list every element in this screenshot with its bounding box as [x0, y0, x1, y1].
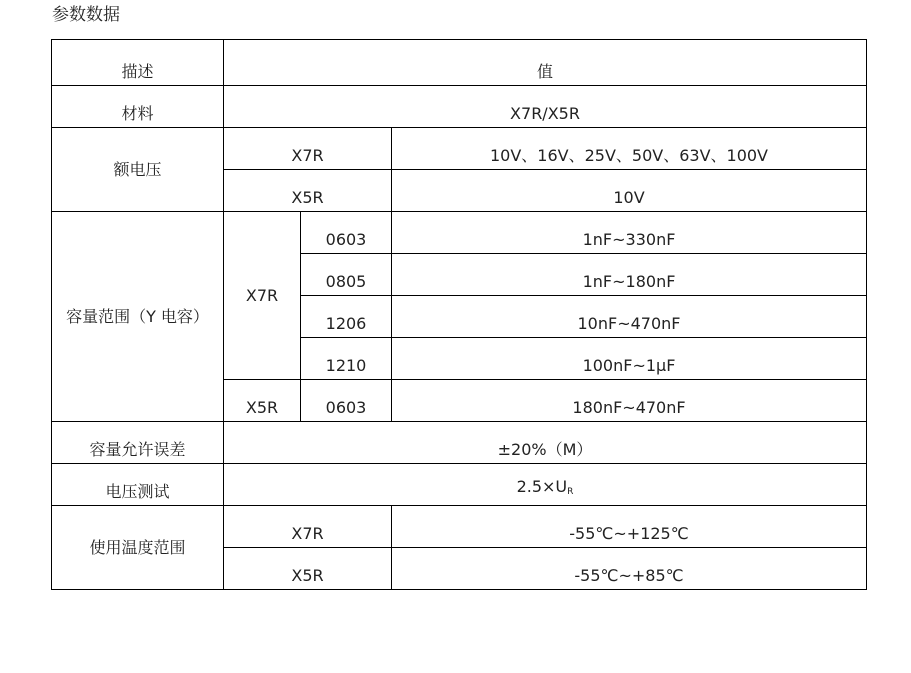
tolerance-value: ±20%（M） [224, 422, 867, 464]
rated-voltage-row [52, 128, 867, 170]
rated-voltage-label: 额电压 [52, 128, 224, 212]
temperature-value: -55℃~+125℃ [392, 506, 867, 548]
parameter-table [51, 39, 867, 590]
tolerance-label: 容量允许误差 [52, 422, 224, 464]
rated-voltage-value: 10V、16V、25V、50V、63V、100V [392, 128, 867, 170]
table-header-row [52, 40, 867, 86]
capacitance-value: 10nF~470nF [392, 296, 867, 338]
capacitance-size: 0603 [301, 212, 392, 254]
tolerance-row [52, 422, 867, 464]
section-heading: 参数数据 [52, 5, 120, 25]
capacitance-type-x7r: X7R [224, 212, 301, 380]
voltage-test-label: 电压测试 [52, 464, 224, 506]
header-value-cell: 值 [224, 40, 867, 86]
capacitance-value: 180nF~470nF [392, 380, 867, 422]
rated-voltage-type: X5R [224, 170, 392, 212]
temperature-value: -55℃~+85℃ [392, 548, 867, 590]
capacitance-type-x5r: X5R [224, 380, 301, 422]
temperature-row [52, 506, 867, 548]
capacitance-size: 0805 [301, 254, 392, 296]
material-value: X7R/X5R [224, 86, 867, 128]
header-desc-cell: 描述 [52, 40, 224, 86]
voltage-test-row [52, 464, 867, 506]
rated-voltage-type: X7R [224, 128, 392, 170]
voltage-test-main: 2.5×U [516, 477, 568, 496]
capacitance-row [52, 212, 867, 254]
capacitance-range-label: 容量范围（Y 电容） [52, 212, 224, 422]
capacitance-size: 1210 [301, 338, 392, 380]
temperature-range-label: 使用温度范围 [52, 506, 224, 590]
capacitance-value: 1nF~180nF [392, 254, 867, 296]
capacitance-value: 1nF~330nF [392, 212, 867, 254]
capacitance-size: 1206 [301, 296, 392, 338]
capacitance-value: 100nF~1μF [392, 338, 867, 380]
capacitance-size: 0603 [301, 380, 392, 422]
voltage-test-value [224, 464, 867, 506]
material-label: 材料 [52, 86, 224, 128]
voltage-test-subscript: R [567, 487, 574, 497]
temperature-type: X5R [224, 548, 392, 590]
material-row [52, 86, 867, 128]
temperature-type: X7R [224, 506, 392, 548]
rated-voltage-value: 10V [392, 170, 867, 212]
